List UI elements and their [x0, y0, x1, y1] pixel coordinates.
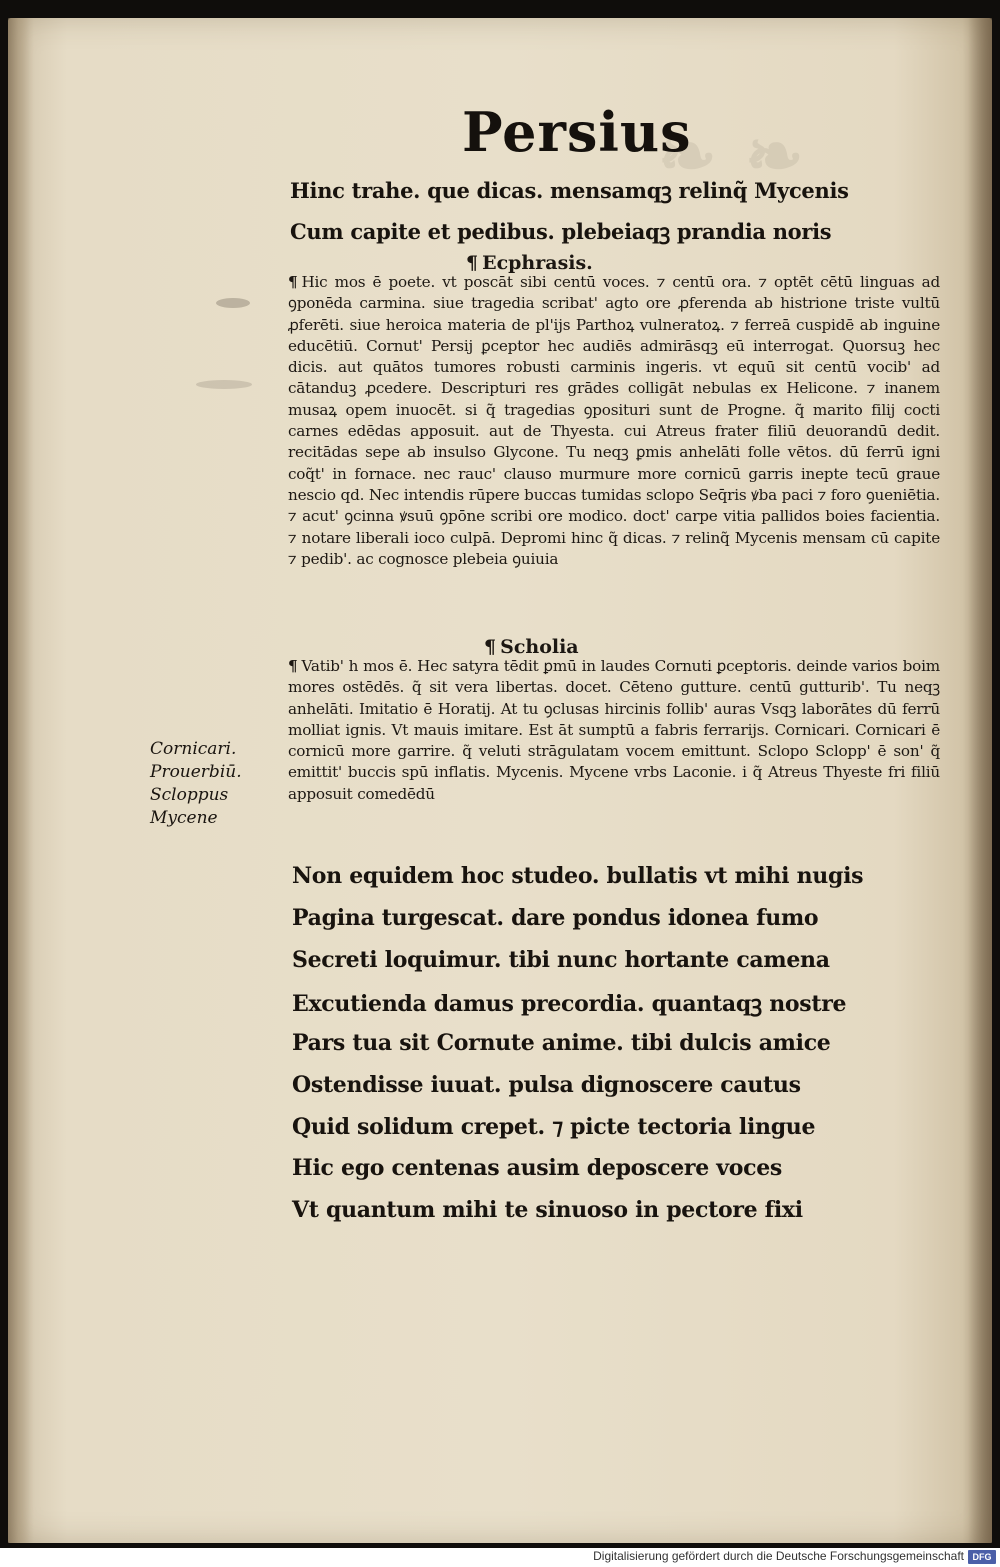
verse-line: Non equidem hoc studeo. bullatis vt mihi nugis [292, 863, 864, 889]
verse-line: Quid solidum crepet. ⁊ picte tectoria lingue [292, 1114, 816, 1140]
ecphrasis-text: ¶ Hic mos ē poete. vt poscāt sibi centū voces. ⁊ centū ora. ⁊ optēt cētū linguas ad ꝯponēda carmina. siue tragedia scribat' agto ore ꝓferenda ab histrione triste vultū ꝓferēti. siue heroica materia de pl'ijs Parthoꝝ vulneratoꝝ. ⁊ ferreā cuspidē ab inguine educētiū. Cornut' Persij ꝑceptor hec audiēs admirāsqꝫ eū interrogat. Quorsuꝫ hec dicis. aut quātos tumores robusti carminis ingeris. vt equū sit centū vocib' ad cātanduꝫ ꝓcedere. Descripturi res grādes colligāt nebulas ex Helicone. ⁊ inanem musaꝝ opem inuocēt. si q̃ tragedias ꝯposituri sunt de Progne. q̃ marito filij cocti carnes edēdas apposuit. aut de Thyesta. cui Atreus frater filiū deuorandū dedit. recitādas sepe ab insulso Glycone. Tu neqꝫ ꝑmis anhelāti folle vētos. dū ferrū igni coq̃t' in fornace. nec rauc' clauso murmure more cornicū garris inepte tecū graue nescio qd. Nec intendis rūpere buccas tumidas sclopo Seq̄ris ꝟba paci ⁊ foro ꝯueniētia. ⁊ acut' ꝯcinna ꝟsuū ꝯpōne scribi ore modico. doct' carpe vitia pallidos boies facientia. ⁊ notare liberali ioco culpā. Depromi hinc q̃ dicas. ⁊ relinq̃ Mycenis mensam cū capite ⁊ pedib'. ac cognosce plebeia ꝯuiuia [288, 273, 940, 568]
margin-gloss: Prouerbiū. [150, 762, 242, 782]
margin-gloss: Scloppus [150, 785, 229, 805]
running-head: Persius [462, 100, 692, 164]
verse-line: Pagina turgescat. dare pondus idonea fumo [292, 905, 819, 931]
verse-line: Pars tua sit Cornute anime. tibi dulcis amice [292, 1030, 831, 1056]
pilcrow-icon: ¶ [466, 252, 479, 274]
pilcrow-icon: ¶ [484, 636, 497, 658]
verse-line: Ostendisse iuuat. pulsa dignoscere cautus [292, 1072, 801, 1098]
verse-line: Cum capite et pedibus. plebeiaqꝫ prandia noris [290, 219, 832, 244]
verse-line: Secreti loquimur. tibi nunc hortante camena [292, 947, 830, 973]
page-edge-shadow [968, 18, 992, 1543]
page-gutter-shadow [8, 18, 34, 1543]
pilcrow-icon: ¶ [288, 657, 298, 675]
ecphrasis-heading: ¶ Ecphrasis. [466, 252, 593, 274]
scholia-text: ¶ Vatib' h mos ē. Hec satyra tēdit ꝑmū in laudes Cornuti ꝑceptoris. deinde varios boim mores ostēdēs. q̃ sit vera libertas. docet. Cēteno gutture. centū gutturib'. Tu neqꝫ anhelāti. Imitatio ē Horatij. At tu ꝯclusas hircinis follib' auras Vsqꝫ laborātes dū ferrū molliat ignis. Vt mauis imitare. Est āt sumptū a fabris ferrarijs. Cornicari. Cornicari ē cornicū more garrire. q̃ veluti strāgulatam vocem emittunt. Sclopo Sclopp' ē son' q̃ emittit' buccis spū inflatis. Mycenis. Mycene vrbs Laconie. i q̃ Atreus Thyeste fri filiū apposuit comedēdū [288, 657, 940, 803]
dfg-logo-icon: DFG [968, 1550, 996, 1564]
verse-line: Hic ego centenas ausim deposcere voces [292, 1155, 782, 1181]
margin-glosses [150, 738, 260, 830]
margin-gloss: Cornicari. [150, 739, 237, 759]
verse-line: Vt quantum mihi te sinuoso in pectore fixi [292, 1197, 803, 1223]
scholia-heading: ¶ Scholia [484, 636, 579, 658]
funding-notice: Digitalisierung gefördert durch die Deutsche Forschungsgemeinschaft [593, 1549, 964, 1563]
show-through-mark: ❧ ❧ [658, 114, 806, 197]
footer-bar [0, 1548, 1000, 1567]
verse-line: Excutienda damus precordia. quantaqꝫ nostre [292, 991, 847, 1017]
pilcrow-icon: ¶ [288, 273, 298, 291]
margin-gloss: Mycene [150, 808, 218, 828]
ink-smudge [216, 298, 250, 308]
verse-line: Hinc trahe. que dicas. mensamqꝫ relinq̃ Mycenis [290, 178, 849, 203]
ink-smudge [196, 380, 252, 389]
